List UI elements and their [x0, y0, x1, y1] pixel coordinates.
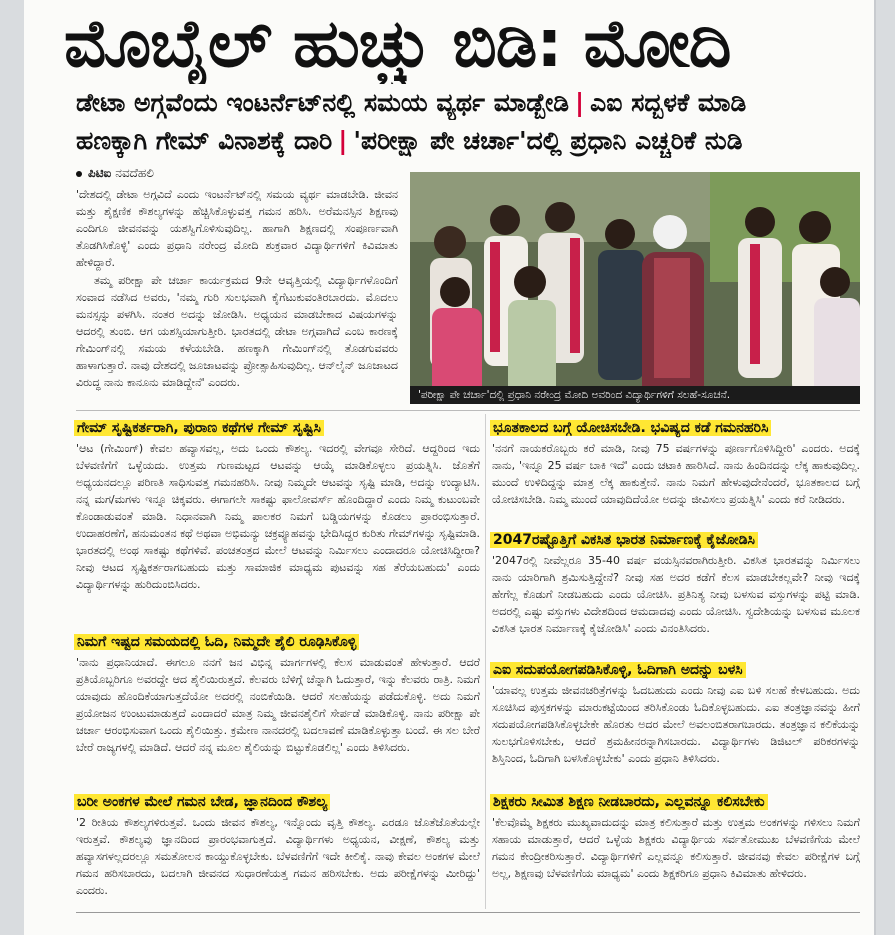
section-heading — [490, 530, 864, 550]
section-divider — [76, 410, 860, 411]
section-heading — [490, 792, 864, 812]
subheadline-separator: | — [575, 88, 585, 117]
bullet-icon — [76, 171, 82, 177]
section-body: '2047ರಲ್ಲಿ ನೀವೆಲ್ಲರೂ 35-40 ವರ್ಷ ವಯಸ್ಸಿನವರಾಗಿರುತ್ತೀರಿ. ವಿಕಸಿತ ಭಾರತವನ್ನು ನಿರ್ಮಿಸಲು ನಾನು ಯಾರಿಗಾಗಿ ಶ್ರಮಿಸುತ್ತಿದ್ದೇನೆ? ನೀವು ಸಹ ಅದರ ಕಡೆಗೆ ಕೆಲಸ ಮಾಡಬೇಕಲ್ಲವೇ? ನೀವು ಇದಕ್ಕೆ ಹೇಗೆಲ್ಲ ಕೊಡುಗೆ ನೀಡಬಹುದು ಎಂದು ಯೋಚಿಸಿ. ಪ್ರತಿನಿತ್ಯ ನೀವು ಬಳಸುವ ವಸ್ತುಗಳನ್ನು ಪಟ್ಟಿ ಮಾಡಿ. ಅದರಲ್ಲಿ ಎಷ್ಟು ವಸ್ತುಗಳು ವಿದೇಶದಿಂದ ಆಮದಾದವು ಎಂದು ಯೋಚಿಸಿ. ಸ್ವದೇಶಿಯನ್ನು ಬಳಸುವ ಮೂಲಕ ವಿಕಸಿತ ಭಾರತ ನಿರ್ಮಾಣಕ್ಕೆ ಕೈಜೋಡಿಸಿ' ಎಂದು ವಿನಂತಿಸಿದರು. — [492, 554, 860, 635]
subheadline-separator: | — [338, 126, 348, 155]
section-heading — [74, 632, 482, 652]
section-body: 'ಕೆಲವೊಮ್ಮೆ ಶಿಕ್ಷಕರು ಮುಖ್ಯವಾದುದನ್ನು ಮಾತ್ರ ಕಲಿಸುತ್ತಾರೆ ಮತ್ತು ಉತ್ತಮ ಅಂಕಗಳನ್ನು ಗಳಿಸಲು ನಿಮಗೆ ಸಹಾಯ ಮಾಡುತ್ತಾರೆ, ಆದರೆ ಒಳ್ಳೆಯ ಶಿಕ್ಷಕರು ವಿದ್ಯಾರ್ಥಿಯ ಸರ್ವತೋಮುಖ ಬೆಳವಣಿಗೆಯ ಮೇಲೆ ಗಮನ ಕೇಂದ್ರೀಕರಿಸುತ್ತಾರೆ. ವಿದ್ಯಾರ್ಥಿಗಳಿಗೆ ಎಲ್ಲವನ್ನೂ ಕಲಿಸುತ್ತಾರೆ. ಜೀವನವು ಕೇವಲ ಪರೀಕ್ಷೆಗಳ ಬಗ್ಗೆ ಅಲ್ಲ, ಶಿಕ್ಷಣವು ಬೆಳವಣಿಗೆಯ ಮಾಧ್ಯಮ' ಎಂದು ಶಿಕ್ಷಕರಿಗೂ ಪ್ರಧಾನಿ ಕಿವಿಮಾತು ಹೇಳಿದರು. — [492, 816, 860, 880]
byline-place: ನವದೆಹಲಿ — [115, 166, 154, 180]
section-heading-text: ಶಿಕ್ಷಕರು ಸೀಮಿತ ಶಿಕ್ಷಣ ನೀಡಬಾರದು, ಎಲ್ಲವನ್ನೂ ಕಲಿಸಬೇಕು — [490, 794, 768, 810]
byline — [76, 166, 154, 181]
section-heading-text: ನಿಮಗೆ ಇಷ್ಟದ ಸಮಯದಲ್ಲಿ ಓದಿ, ನಿಮ್ಮದೇ ಶೈಲಿ ರೂಢಿಸಿಕೊಳ್ಳಿ — [74, 634, 359, 650]
byline-agency: ಪಿಟಿಐ — [88, 166, 112, 180]
section-heading-text: ಗೇಮ್ ಸೃಷ್ಟಿಕರ್ತರಾಗಿ, ಪುರಾಣ ಕಥೆಗಳ ಗೇಮ್ ಸೃಷ್ಟಿಸಿ — [74, 420, 324, 436]
column-rule — [485, 414, 486, 909]
section-heading-text: ಎಐ ಸದುಪಯೋಗಪಡಿಸಿಕೊಳ್ಳಿ, ಓದಿಗಾಗಿ ಅದನ್ನು ಬಳಸಿ — [490, 662, 746, 678]
section-heading-text: 2047ರಷ್ಟೊತ್ತಿಗೆ ವಿಕಸಿತ ಭಾರತ ನಿರ್ಮಾಣಕ್ಕೆ ಕೈಜೋಡಿಸಿ — [490, 532, 758, 548]
section-heading-text: ಬರೀ ಅಂಕಗಳ ಮೇಲೆ ಗಮನ ಬೇಡ, ಜ್ಞಾನದಿಂದ ಕೌಶಲ್ಯ — [74, 794, 330, 810]
section-heading — [74, 418, 482, 438]
subheadline-line-1 — [76, 86, 876, 120]
section-body: 'ನಾನು ಪ್ರಧಾನಿಯಾದೆ. ಈಗಲೂ ನನಗೆ ಜನ ವಿಭಿನ್ನ ಮಾರ್ಗಗಳಲ್ಲಿ ಕೆಲಸ ಮಾಡುವಂತೆ ಹೇಳುತ್ತಾರೆ. ಆದರೆ ಪ್ರತಿಯೊಬ್ಬರಿಗೂ ಅವರದ್ದೇ ಆದ ಶೈಲಿಯಿರುತ್ತದೆ. ಕೆಲವರು ಬೆಳಿಗ್ಗೆ ಚೆನ್ನಾಗಿ ಓದುತ್ತಾರೆ, ಇನ್ನು ಕೆಲವರು ರಾತ್ರಿ. ನಿಮಗೆ ಯಾವುದು ಹೊಂದಿಕೆಯಾಗುತ್ತದೆಯೋ ಅದರಲ್ಲಿ ನಂಬಿಕೆಯಿಡಿ. ಆದರೆ ಸಲಹೆಯನ್ನು ಪಡೆದುಕೊಳ್ಳಿ. ಅದು ನಿಮಗೆ ಪ್ರಯೋಜನ ಉಂಟುಮಾಡುತ್ತದೆ ಎಂದಾದರೆ ಮಾತ್ರ ನಿಮ್ಮ ಜೀವನಶೈಲಿಗೆ ಸೇರ್ಪಡೆ ಮಾಡಿಕೊಳ್ಳಿ. ನಾನು ಪರೀಕ್ಷಾ ಪೇ ಚರ್ಚಾ ಆರಂಭಿಸುವಾಗ ಒಂದು ಶೈಲಿಯಿತ್ತು. ಕ್ರಮೇಣ ನಾನದರಲ್ಲಿ ಬದಲಾವಣೆ ಮಾಡಿಕೊಳ್ಳುತ್ತಾ ಬಂದೆ. ಈ ಸಲ ಬೇರೆ ಬೇರೆ ರಾಜ್ಯಗಳಲ್ಲಿ ಮಾಡಿದೆ. ಆದರೆ ನನ್ನ ಮೂಲ ಶೈಲಿಯನ್ನು ಬಿಟ್ಟುಕೊಡಲಿಲ್ಲ' ಎಂದು ತಿಳಿಸಿದರು. — [76, 656, 480, 754]
subheadline-part: ಹಣಕ್ಕಾಗಿ ಗೇಮ್ ವಿನಾಶಕ್ಕೆ ದಾರಿ — [76, 126, 333, 155]
newspaper-page — [24, 0, 876, 935]
subheadline-part: ಡೇಟಾ ಅಗ್ಗವೆಂದು ಇಂಟರ್ನೆಟ್‌ನಲ್ಲಿ ಸಮಯ ವ್ಯರ್ಥ ಮಾಡ್ಬೇಡಿ — [76, 88, 570, 117]
subheadline-line-2 — [76, 124, 876, 158]
section-body: 'ಯಾವಲ್ಲ ಉತ್ತಮ ಜೀವನಚರಿತ್ರೆಗಳನ್ನು ಓದಬಹುದು ಎಂದು ನೀವು ಎಐ ಬಳಿ ಸಲಹೆ ಕೇಳಬಹುದು. ಅದು ಸೂಚಿಸಿದ ಪುಸ್ತಕಗಳನ್ನು ಮಾರುಕಟ್ಟೆಯಿಂದ ತರಿಸಿಕೊಂಡು ಓದಿಕೊಳ್ಳಬಹುದು. ಎಐ ತಂತ್ರಜ್ಞಾನವನ್ನು ಹೀಗೆ ಸದುಪಯೋಗಪಡಿಸಿಕೊಳ್ಳಬೇಕೇ ಹೊರತು ಅದರ ಮೇಲೆ ಅವಲಂಬಿತರಾಗಬಾರದು. ತಂತ್ರಜ್ಞಾನ ಕಲಿಕೆಯನ್ನು ಸುಲಭಗೊಳಿಸಬೇಕು, ಆದರೆ ಶ್ರಮಹೀನರನ್ನಾಗಿಸಬಾರದು. ವಿದ್ಯಾರ್ಥಿಗಳು ಡಿಜಿಟಲ್ ಪರಿಕರಗಳನ್ನು ಶಿಸ್ತಿನಿಂದ, ಓದಿಗಾಗಿ ಬಳಸಿಕೊಳ್ಳಬೇಕು' ಎಂದು ಪ್ರಧಾನಿ ತಿಳಿಸಿದರು. — [492, 684, 860, 765]
intro-paragraph-1: 'ದೇಶದಲ್ಲಿ ಡೇಟಾ ಅಗ್ಗವಿದೆ ಎಂದು ಇಂಟರ್ನೆಟ್‌ನಲ್ಲಿ ಸಮಯ ವ್ಯರ್ಥ ಮಾಡಬೇಡಿ. ಜೀವನ ಮತ್ತು ಶೈಕ್ಷಣಿಕ ಕೌಶಲ್ಯಗಳನ್ನು ಹೆಚ್ಚಿಸಿಕೊಳ್ಳುವತ್ತ ಗಮನ ಹರಿಸಿ. ಅರೆಮನಸ್ಸಿನ ಶಿಕ್ಷಣವು ಎಂದಿಗೂ ಜೀವನವನ್ನು ಯಶಸ್ವಿಗೊಳಿಸುವುದಿಲ್ಲ. ಹಾಗಾಗಿ ಶಿಕ್ಷಣದಲ್ಲಿ ಸಂಪೂರ್ಣವಾಗಿ ತೊಡಗಿಸಿಕೊಳ್ಳಿ' ಎಂದು ಪ್ರಧಾನಿ ನರೇಂದ್ರ ಮೋದಿ ಶುಕ್ರವಾರ ವಿದ್ಯಾರ್ಥಿಗಳಿಗೆ ಕಿವಿಮಾತು ಹೇಳಿದ್ದಾರೆ. — [76, 188, 398, 269]
news-photo — [410, 172, 860, 404]
section-body: 'ನನಗೆ ನಾಯಕರೊಬ್ಬರು ಕರೆ ಮಾಡಿ, ನೀವು 75 ವರ್ಷಗಳನ್ನು ಪೂರ್ಣಗೊಳಿಸಿದ್ದೀರಿ' ಎಂದರು. ಅದಕ್ಕೆ ನಾನು, 'ಇನ್ನೂ 25 ವರ್ಷ ಬಾಕಿ ಇದೆ' ಎಂದು ಚಟಾಕಿ ಹಾರಿಸಿದೆ. ನಾನು ಹಿಂದಿನದನ್ನು ಲೆಕ್ಕ ಹಾಕುವುದಿಲ್ಲ. ಮುಂದೆ ಉಳಿದಿದ್ದನ್ನು ಮಾತ್ರ ಲೆಕ್ಕ ಹಾಕುತ್ತೇನೆ. ನಾನು ನಿಮಗೆ ಹೇಳುವುದೇನೆಂದರೆ, ಭೂತಕಾಲದ ಬಗ್ಗೆ ಯೋಚಿಸಬೇಡಿ. ನಿಮ್ಮ ಮುಂದೆ ಯಾವುದಿದೆಯೋ ಅದನ್ನು ಜೀವಿಸಲು ಪ್ರಯತ್ನಿಸಿ' ಎಂದು ಕರೆ ನೀಡಿದರು. — [492, 442, 860, 506]
photo-caption: 'ಪರೀಕ್ಷಾ ಪೇ ಚರ್ಚಾ'ದಲ್ಲಿ ಪ್ರಧಾನಿ ನರೇಂದ್ರ ಮೋದಿ ಅವರಿಂದ ವಿದ್ಯಾರ್ಥಿಗಳಿಗೆ ಸಲಹೆ-ಸೂಚನೆ. — [410, 386, 860, 404]
headline: ಮೊಬೈಲ್ ಹುಚ್ಚು ಬಿಡಿ: ಮೋದಿ — [64, 5, 731, 82]
section-heading-text: ಭೂತಕಾಲದ ಬಗ್ಗೆ ಯೋಚಿಸಬೇಡಿ. ಭವಿಷ್ಯದ ಕಡೆ ಗಮನಹರಿಸಿ — [490, 420, 771, 436]
section-body: '2 ರೀತಿಯ ಕೌಶಲ್ಯಗಳಿರುತ್ತವೆ. ಒಂದು ಜೀವನ ಕೌಶಲ್ಯ, ಇನ್ನೊಂದು ವೃತ್ತಿ ಕೌಶಲ್ಯ. ಎರಡೂ ಜೊತೆಜೊತೆಯಲ್ಲೇ ಇರುತ್ತವೆ. ಕೌಶಲ್ಯವು ಜ್ಞಾನದಿಂದ ಪ್ರಾರಂಭವಾಗುತ್ತದೆ. ವಿದ್ಯಾರ್ಥಿಗಳು ಅಧ್ಯಯನ, ವೀಕ್ಷಣೆ, ಕೌಶಲ್ಯ ಮತ್ತು ಹವ್ಯಾಸಗಳಲ್ಲದರಲ್ಲೂ ಸಮತೋಲನ ಕಾಯ್ದುಕೊಳ್ಳಬೇಕು. ಬೆಳವಣಿಗೆಗೆ ಇದೇ ಕೀಲಿಕೈ. ನಾವು ಕೇವಲ ಅಂಕಗಳ ಮೇಲೆ ಗಮನ ಹರಿಸಬಾರದು, ಬದಲಾಗಿ ಜೀವನದ ಸುಧಾರಣೆಯತ್ತ ಗಮನ ಹರಿಸಬೇಕು. ಅದು ಪರೀಕ್ಷೆಗಳನ್ನು ಮೀರಿದ್ದು' ಎಂದರು. — [76, 816, 480, 897]
section-heading — [490, 660, 864, 680]
section-heading — [490, 418, 864, 438]
subheadline-part: ಎಐ ಸದ್ಬಳಕೆ ಮಾಡಿ — [590, 88, 747, 117]
page-footer-rule — [76, 912, 860, 913]
section-heading — [74, 792, 482, 812]
section-body: 'ಆಟ (ಗೇಮಿಂಗ್) ಕೇವಲ ಹವ್ಯಾಸವಲ್ಲ, ಅದು ಒಂದು ಕೌಶಲ್ಯ. ಇದರಲ್ಲಿ ವೇಗವೂ ಸೇರಿದೆ. ಆದ್ದರಿಂದ ಇದು ಬೆಳವಣಿಗೆಗೆ ಒಳ್ಳೆಯದು. ಉತ್ತಮ ಗುಣಮಟ್ಟದ ಆಟವನ್ನು ಆಯ್ಕೆ ಮಾಡಿಕೊಳ್ಳಲು ಪ್ರಯತ್ನಿಸಿ. ಜೊತೆಗೆ ಅಧ್ಯಯನದಲ್ಲೂ ಪರಿಣತಿ ಸಾಧಿಸುವತ್ತ ಗಮನಹರಿಸಿ. ನೀವು ನಿಮ್ಮದೇ ಆಟವನ್ನು ಸೃಷ್ಟಿ ಮಾಡಿ, ಅದನ್ನು ಉದ್ಯಾಟಿಸಿ. ನನ್ನ ಮಗ/ಮಗಳು ಇನ್ನೂ ಚಿಕ್ಕವರು. ಈಗಾಗಲೇ ಸಾಕಷ್ಟು ಫಾಲೋವರ್ಸ್ ಹೊಂದಿದ್ದಾರೆ ಎಂದು ನಿಮ್ಮ ಕುಟುಂಬವೇ ಕೊಂಡಾಡುವಂತೆ ಮಾಡಿ. ನಿಧಾನವಾಗಿ ನಿಮ್ಮ ಪಾಲಕರ ನಿಮಗೆ ಬಡ್ಡಿಯಗಳನ್ನು ಕೊಡಲು ಪ್ರಾರಂಭಿಸುತ್ತಾರೆ. ಉದಾಹರಣೆಗೆ, ಹನುಮಂತನ ಕಥೆ ಅಥವಾ ಅಭಿಮನ್ಯು ಚಕ್ರವ್ಯೂಹವನ್ನು ಭೇದಿಸಿದ್ದರ ಕುರಿತು ಗೇಮ್‌ಗಳನ್ನು ಸೃಷ್ಟಿಮಾಡಿ. ಭಾರತದಲ್ಲಿ ಅಂಥ ಸಾಕಷ್ಟು ಕಥೆಗಳಿವೆ. ಪಂಚತಂತ್ರದ ಮೇಲೆ ಆಟವನ್ನು ನಿರ್ಮಿಸಲು ಎಂದಾದರೂ ಯೋಚಿಸಿದ್ದೀರಾ? ನೀವು ಆಟದ ಸೃಷ್ಟಿಕರ್ತರಾಗಬಹುದು ಮತ್ತು ಸಾಮಾಜಿಕ ಮಾಧ್ಯಮ ಪುಟವನ್ನು ಸಹ ತೆರೆಯಬಹುದು' ಎಂದು ವಿದ್ಯಾರ್ಥಿಗಳನ್ನು ಹುರಿದುಂಬಿಸಿದರು. — [76, 442, 480, 591]
intro-paragraph-2: ತಮ್ಮ ಪರೀಕ್ಷಾ ಪೇ ಚರ್ಚಾ ಕಾರ್ಯಕ್ರಮದ 9ನೇ ಆವೃತ್ತಿಯಲ್ಲಿ ವಿದ್ಯಾರ್ಥಿಗಳೊಂದಿಗೆ ಸಂವಾದ ನಡೆಸಿದ ಅವರು, 'ನಮ್ಮ ಗುರಿ ಸುಲಭವಾಗಿ ಕೈಗೆಟುಕುವಂತಿರಬಾರದು. ಮೊದಲು ಮನಸ್ಸನ್ನು ಪಳಗಿಸಿ. ನಂತರ ಅದನ್ನು ಜೋಡಿಸಿ. ಅಧ್ಯಯನ ಮಾಡಬೇಕಾದ ವಿಷಯಗಳನ್ನು ಆದರಲ್ಲಿ ತುಂಬಿ. ಆಗ ಯಶಸ್ಸಿಯಾಗುತ್ತೀರಿ. ಭಾರತದಲ್ಲಿ ಡೇಟಾ ಅಗ್ಗವಾಗಿದೆ ಎಂಬ ಕಾರಣಕ್ಕೆ ಗೇಮಿಂಗ್‌ನಲ್ಲಿ ಸಮಯ ಕಳೆಯಬೇಡಿ. ಹಣಕ್ಕಾಗಿ ಗೇಮಿಂಗ್‌ನಲ್ಲಿ ತೊಡಗುವವರು ಹಾಳಾಗುತ್ತಾರೆ. ನಾವು ದೇಶದಲ್ಲಿ ಜೂಜಾಟವನ್ನು ಪ್ರೋತ್ಸಾಹಿಸುವುದಿಲ್ಲ. ಆನ್‌ಲೈನ್ ಜೂಜಾಟದ ವಿರುದ್ಧ ನಾನು ಕಾನೂನು ಮಾಡಿದ್ದೇನೆ' ಎಂದರು. — [76, 274, 398, 389]
students-with-pm-photo-icon — [410, 172, 860, 404]
subheadline-part: 'ಪರೀಕ್ಷಾ ಪೇ ಚರ್ಚಾ'ದಲ್ಲಿ ಪ್ರಧಾನಿ ಎಚ್ಚರಿಕೆ ನುಡಿ — [353, 126, 743, 155]
